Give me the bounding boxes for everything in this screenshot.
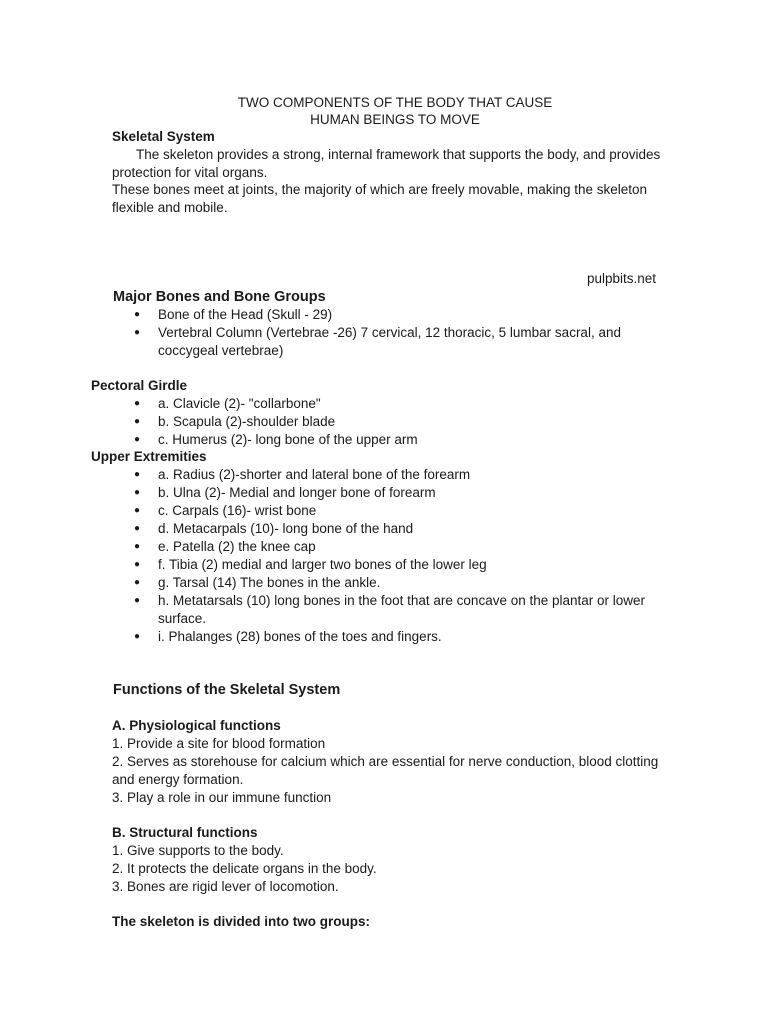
pectoral-girdle-heading: Pectoral Girdle [91,378,188,393]
list-item: ● f. Tibia (2) medial and larger two bones of the lower leg [134,556,664,574]
list-item: 1. Give supports to the body. [112,843,284,858]
list-item: ● a. Radius (2)-shorter and lateral bone of the forearm [134,466,664,484]
upper-extremities-heading: Upper Extremities [91,449,207,464]
list-item: ● a. Clavicle (2)- "collarbone" [134,395,674,413]
list-item: ● c. Carpals (16)- wrist bone [134,502,664,520]
upper-extremities-list [134,466,664,646]
functions-heading: Functions of the Skeletal System [113,682,341,698]
list-item: ● e. Patella (2) the knee cap [134,538,664,556]
list-item: ● b. Ulna (2)- Medial and longer bone of forearm [134,484,664,502]
list-item: 3. Bones are rigid lever of locomotion. [112,879,339,894]
list-item: ● d. Metacarpals (10)- long bone of the hand [134,520,664,538]
skeletal-paragraph-2: These bones meet at joints, the majority of which are freely movable, making the skeleton flexible and mobile. [112,182,648,215]
doc-title-line-2: HUMAN BEINGS TO MOVE [310,112,480,127]
list-item: 2. It protects the delicate organs in the body. [112,861,377,876]
structural-heading: B. Structural functions [112,825,258,840]
list-item: ● Bone of the Head (Skull - 29) [134,306,644,324]
skeletal-system-heading: Skeletal System [112,129,215,144]
major-bones-heading: Major Bones and Bone Groups [113,289,326,305]
skeletal-paragraph-1: The skeleton provides a strong, internal framework that supports the body, and provides protection for vital organs. [112,147,661,180]
list-item: ● g. Tarsal (14) The bones in the ankle. [134,574,664,592]
watermark-text: pulpbits.net [587,271,657,286]
list-item: 1. Provide a site for blood formation [112,736,326,751]
closing-statement: The skeleton is divided into two groups: [112,914,371,929]
physiological-list [112,735,682,807]
list-item: ● c. Humerus (2)- long bone of the upper arm [134,431,674,449]
list-item: ● i. Phalanges (28) bones of the toes and fingers. [134,628,664,646]
list-item: 2. Serves as storehouse for calcium which are essential for nerve conduction, blood clotting and energy formation. [112,754,659,787]
list-item: ● b. Scapula (2)-shoulder blade [134,413,674,431]
major-bones-list [134,306,644,360]
pectoral-girdle-list [134,395,674,449]
list-item: ● h. Metatarsals (10) long bones in the foot that are concave on the plantar or lower surface. [134,592,664,628]
list-item: ● Vertebral Column (Vertebrae -26) 7 cervical, 12 thoracic, 5 lumbar sacral, and coccygeal vertebrae) [134,324,644,360]
list-item: 3. Play a role in our immune function [112,790,332,805]
doc-title-line-1: TWO COMPONENTS OF THE BODY THAT CAUSE [237,95,553,110]
physiological-heading: A. Physiological functions [112,718,281,733]
structural-list [112,842,682,896]
